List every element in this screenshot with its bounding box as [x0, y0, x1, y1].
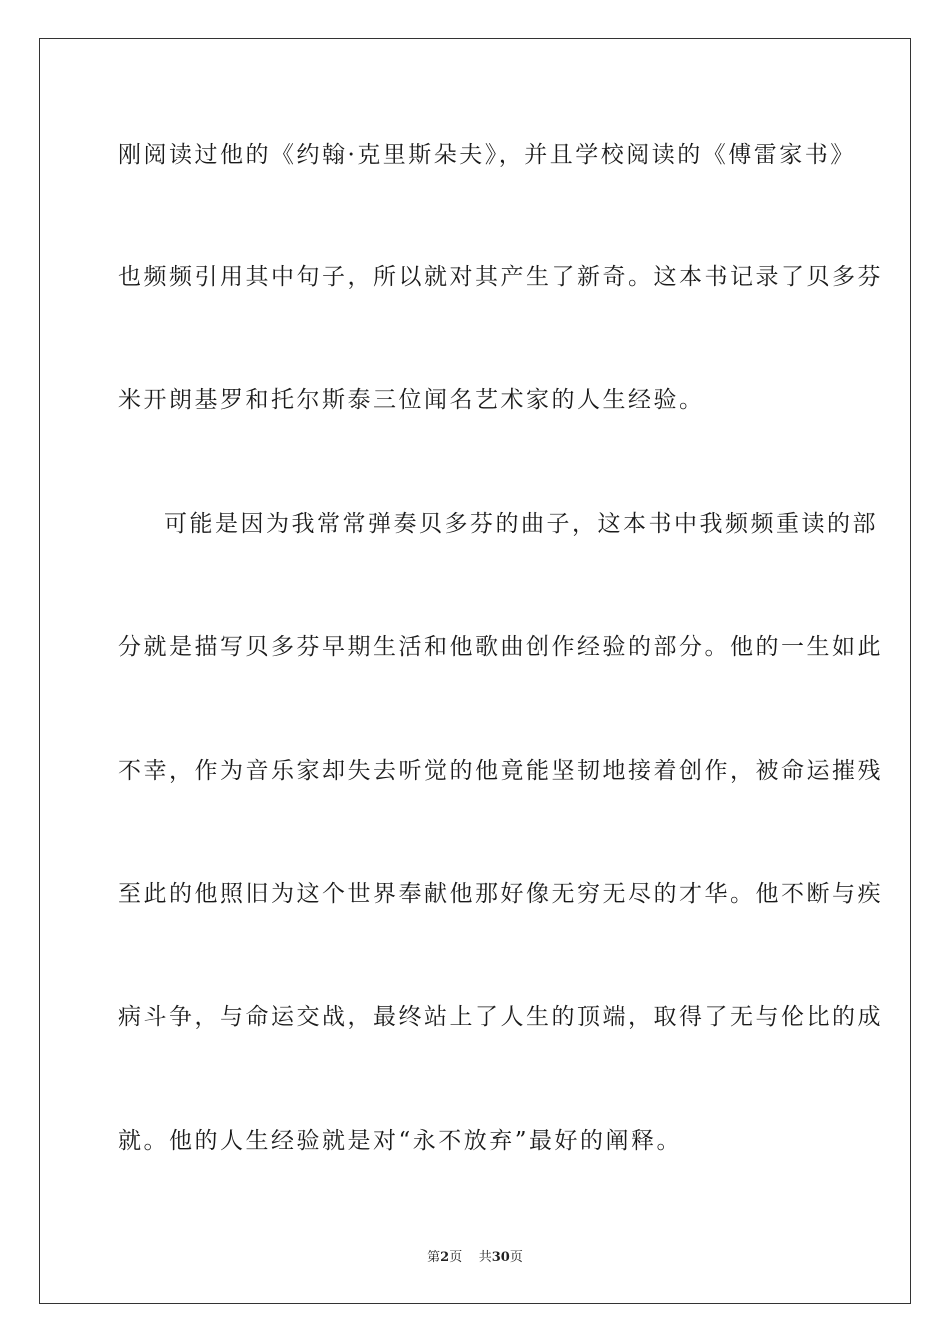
page-border — [39, 38, 911, 1304]
text-line-2: 也频频引用其中句子，所以就对其产生了新奇。这本书记录了贝多芬 — [118, 264, 883, 290]
text-line-6: 不幸，作为音乐家却失去听觉的他竟能坚韧地接着创作，被命运摧残 — [118, 758, 883, 784]
text-line-4: 可能是因为我常常弹奏贝多芬的曲子，这本书中我频频重读的部 — [164, 511, 878, 537]
page-footer — [0, 1246, 950, 1265]
page-number: 第2页 — [427, 1250, 463, 1265]
text-line-8: 病斗争，与命运交战，最终站上了人生的顶端，取得了无与伦比的成 — [118, 1004, 883, 1030]
text-line-5: 分就是描写贝多芬早期生活和他歌曲创作经验的部分。他的一生如此 — [118, 634, 883, 660]
text-line-7: 至此的他照旧为这个世界奉献他那好像无穷无尽的才华。他不断与疾 — [118, 881, 883, 907]
text-line-1: 刚阅读过他的《约翰·克里斯朵夫》，并且学校阅读的《傅雷家书》 — [118, 142, 856, 168]
text-line-9: 就。他的人生经验就是对“永不放弃”最好的阐释。 — [118, 1128, 683, 1154]
text-line-3: 米开朗基罗和托尔斯泰三位闻名艺术家的人生经验。 — [118, 387, 705, 413]
page-total: 共30页 — [478, 1250, 523, 1265]
